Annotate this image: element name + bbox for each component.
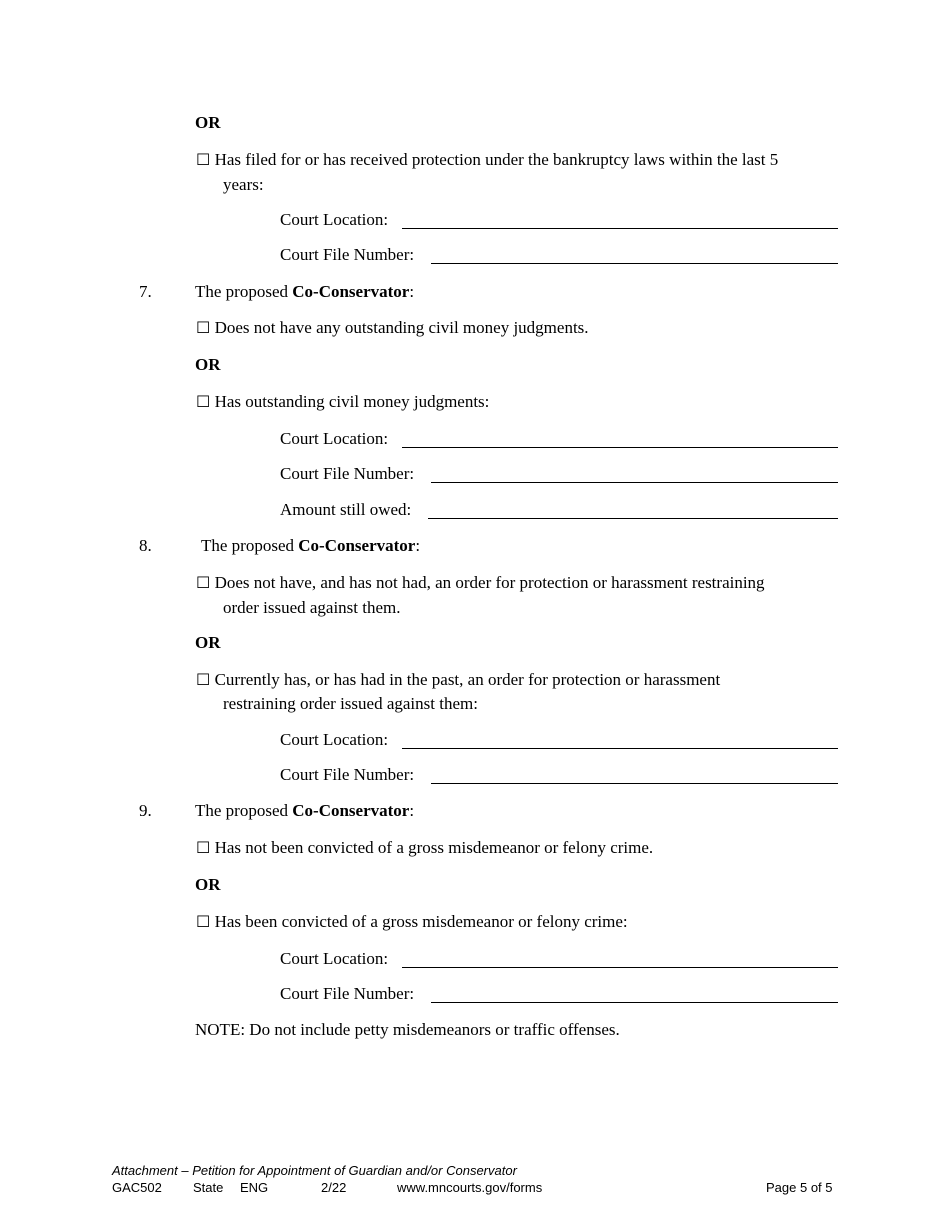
court-file-number-field[interactable] <box>431 783 838 784</box>
conviction-none-text: Has not been convicted of a gross misdemeanor or felony crime. <box>214 838 654 857</box>
court-file-number-field[interactable] <box>431 1002 838 1003</box>
court-location-label: Court Location: <box>280 949 389 968</box>
checkbox-icon[interactable]: ☐ <box>196 573 211 592</box>
intro-suffix: : <box>409 282 415 301</box>
court-location-field[interactable] <box>402 748 838 749</box>
or-label: OR <box>195 113 221 132</box>
protection-order-none-line2: order issued against them. <box>223 598 401 617</box>
bankruptcy-text-line1: Has filed for or has received protection under the bankruptcy laws within the last 5 <box>214 150 779 169</box>
section-intro <box>195 280 414 304</box>
bankruptcy-option[interactable] <box>196 148 778 172</box>
footer-page-number: Page 5 of 5 <box>766 1180 833 1195</box>
or-label: OR <box>195 355 221 374</box>
amount-owed-field[interactable] <box>428 518 838 519</box>
checkbox-icon[interactable]: ☐ <box>196 670 211 689</box>
footer-url[interactable]: www.mncourts.gov/forms <box>397 1180 543 1195</box>
judgments-none-text: Does not have any outstanding civil money judgments. <box>214 318 589 337</box>
section-number: 8. <box>139 536 152 555</box>
protection-order-yes-line2: restraining order issued against them: <box>223 694 478 713</box>
or-label: OR <box>195 875 221 894</box>
intro-prefix: The proposed <box>195 282 293 301</box>
intro-role: Co-Conservator <box>292 282 410 301</box>
footer-language: ENG <box>240 1180 269 1195</box>
checkbox-icon[interactable]: ☐ <box>196 150 211 169</box>
court-location-label: Court Location: <box>280 210 389 229</box>
intro-suffix: : <box>415 536 421 555</box>
intro-suffix: : <box>409 801 415 820</box>
court-location-field[interactable] <box>402 228 838 229</box>
conviction-yes-text: Has been convicted of a gross misdemeanor or felony crime: <box>214 912 628 931</box>
checkbox-icon[interactable]: ☐ <box>196 318 211 337</box>
court-file-number-field[interactable] <box>431 482 838 483</box>
checkbox-icon[interactable]: ☐ <box>196 392 211 411</box>
court-location-label: Court Location: <box>280 429 389 448</box>
protection-order-yes-line1: Currently has, or has had in the past, an order for protection or harassment <box>214 670 721 689</box>
amount-owed-label: Amount still owed: <box>280 500 412 519</box>
checkbox-icon[interactable]: ☐ <box>196 838 211 857</box>
conviction-none-option[interactable] <box>196 836 653 860</box>
section-intro <box>195 799 414 823</box>
court-location-field[interactable] <box>402 447 838 448</box>
conviction-yes-option[interactable] <box>196 910 628 934</box>
court-file-number-label: Court File Number: <box>280 984 415 1003</box>
footer-form-code: GAC502 <box>112 1180 162 1195</box>
intro-prefix: The proposed <box>195 801 293 820</box>
intro-role: Co-Conservator <box>292 801 410 820</box>
judgments-none-option[interactable] <box>196 316 589 340</box>
court-file-number-field[interactable] <box>431 263 838 264</box>
court-file-number-label: Court File Number: <box>280 464 415 483</box>
footer-title: Attachment – Petition for Appointment of Guardian and/or Conservator <box>112 1163 517 1178</box>
protection-order-none-option[interactable] <box>196 571 765 595</box>
court-file-number-label: Court File Number: <box>280 765 415 784</box>
judgments-yes-option[interactable] <box>196 390 489 414</box>
judgments-yes-text: Has outstanding civil money judgments: <box>214 392 490 411</box>
bankruptcy-text-line2: years: <box>223 175 264 194</box>
checkbox-icon[interactable]: ☐ <box>196 912 211 931</box>
note-text: NOTE: Do not include petty misdemeanors or traffic offenses. <box>195 1020 620 1039</box>
protection-order-none-line1: Does not have, and has not had, an order for protection or harassment restraining <box>214 573 765 592</box>
court-location-label: Court Location: <box>280 730 389 749</box>
or-label: OR <box>195 633 221 652</box>
protection-order-yes-option[interactable] <box>196 668 720 692</box>
court-location-field[interactable] <box>402 967 838 968</box>
section-number: 9. <box>139 801 152 820</box>
section-number: 7. <box>139 282 152 301</box>
intro-prefix: The proposed <box>201 536 299 555</box>
intro-role: Co-Conservator <box>298 536 416 555</box>
court-file-number-label: Court File Number: <box>280 245 415 264</box>
section-intro <box>201 534 420 558</box>
footer-revision: 2/22 <box>321 1180 347 1195</box>
footer-state: State <box>193 1180 224 1195</box>
